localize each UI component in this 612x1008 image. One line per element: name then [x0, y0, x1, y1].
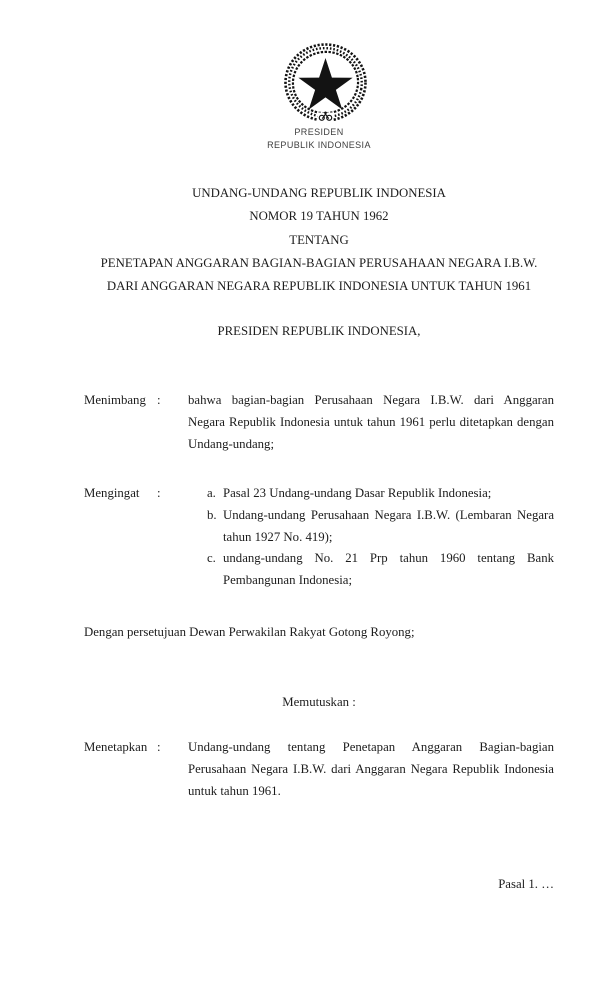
clause-colon: : — [157, 486, 161, 500]
list-item-a — [207, 483, 554, 505]
star-icon — [298, 58, 352, 110]
clause-label: Mengingat — [84, 486, 140, 500]
text-line: untuk tahun 1961. — [188, 783, 281, 798]
clause-label: Menimbang — [84, 393, 146, 407]
lettered-list — [207, 483, 554, 592]
memutuskan-heading: Memutuskan : — [282, 695, 356, 709]
text-line: NOMOR 19 TAHUN 1962 — [249, 209, 389, 224]
text-line: DARI ANGGARAN NEGARA REPUBLIK INDONESIA UNTUK TAHUN 1961 — [106, 279, 532, 294]
text-line: tahun 1927 No. 419); — [223, 529, 333, 544]
law-title — [84, 182, 554, 298]
letterhead — [84, 126, 554, 153]
clause-colon: : — [157, 393, 161, 407]
list-marker: c. — [207, 551, 216, 566]
opening-formula: PRESIDEN REPUBLIK INDONESIA, — [217, 324, 421, 338]
text-line: undang-undang No. 21 Prp tahun 1960 tentang Bank — [223, 551, 554, 566]
text-line: Pembangunan Indonesia; — [223, 573, 353, 588]
letterhead-republik-indonesia: REPUBLIK INDONESIA — [267, 140, 371, 151]
text-line: bahwa bagian-bagian Perusahaan Negara I.B.W. dari Anggaran — [188, 393, 554, 407]
list-marker: b. — [207, 507, 217, 522]
clause-colon: : — [157, 740, 161, 754]
text-line: Perusahaan Negara I.B.W. dari Anggaran Negara Republik Indonesia — [188, 761, 554, 776]
clause-text — [188, 737, 554, 802]
text-line: Undang-undang Perusahaan Negara I.B.W. (Lembaran Negara — [223, 507, 554, 522]
list-item-text — [223, 483, 554, 505]
presidential-seal — [283, 42, 368, 123]
text-line: Undang-undang; — [188, 436, 275, 451]
text-line: Negara Republik Indonesia untuk tahun 1961 perlu ditetapkan dengan — [188, 414, 554, 429]
next-section-catchword: Pasal 1. … — [498, 877, 554, 891]
clause-label: Menetapkan — [84, 740, 148, 754]
list-marker: a. — [207, 486, 216, 500]
letterhead-presiden: PRESIDEN — [294, 127, 344, 137]
clause-text — [188, 390, 554, 455]
star-wreath-icon — [283, 42, 368, 123]
agreement-line: Dengan persetujuan Dewan Perwakilan Rakyat Gotong Royong; — [84, 625, 415, 639]
text-line: Pasal 23 Undang-undang Dasar Republik Indonesia; — [223, 486, 492, 500]
list-item-text — [223, 505, 554, 549]
list-item-c — [207, 548, 554, 592]
list-item-b — [207, 505, 554, 549]
text-line: PENETAPAN ANGGARAN BAGIAN-BAGIAN PERUSAHAAN NEGARA I.B.W. — [100, 255, 538, 270]
text-line: TENTANG — [289, 232, 349, 247]
text-line: UNDANG-UNDANG REPUBLIK INDONESIA — [192, 186, 446, 200]
text-line: Undang-undang tentang Penetapan Anggaran Bagian-bagian — [188, 740, 554, 754]
list-item-text — [223, 548, 554, 592]
